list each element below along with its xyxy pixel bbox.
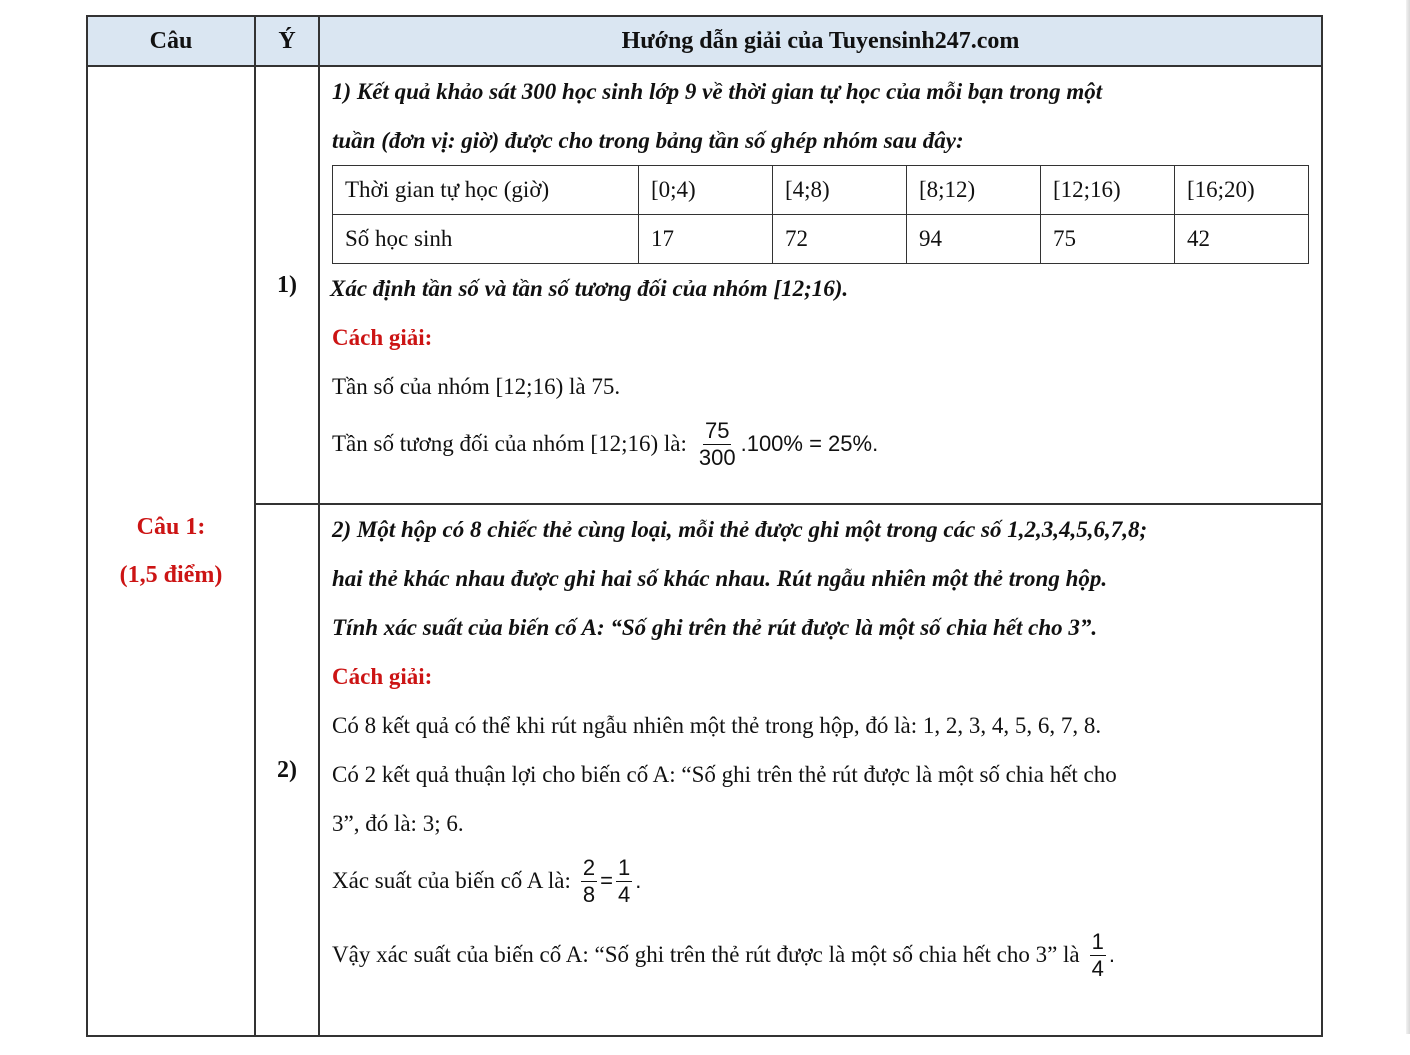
part2-solution-label: Cách giải: [332, 664, 433, 689]
fraction-2-8 [581, 855, 597, 908]
part1-answer2 [332, 411, 1309, 477]
part1-answer2-prefix: Tần số tương đối của nhóm [12;16) là: [332, 431, 687, 456]
group-cell: [4;8) [773, 166, 907, 215]
fraction-numerator: 2 [582, 854, 596, 880]
part2-conclusion [332, 918, 1309, 992]
part1-answer2-suffix: .100% = 25%. [740, 431, 879, 456]
fraction-75-300 [697, 418, 738, 471]
part2-question-line1: 2) Một hộp có 8 chiếc thẻ cùng loại, mỗi thẻ được ghi một trong các số 1,2,3,4,5,6,7,8; [332, 517, 1148, 542]
part2-line1: Có 8 kết quả có thể khi rút ngẫu nhiên một thẻ trong hộp, đó là: 1, 2, 3, 4, 5, 6, 7, 8. [332, 713, 1102, 738]
group-cell: [16;20) [1175, 166, 1309, 215]
count-cell: 75 [1041, 215, 1175, 264]
fraction-1-4-conclusion [1090, 929, 1106, 982]
question-number-cell [87, 66, 255, 1036]
answer-sheet [86, 15, 1323, 1055]
part1-task: Xác định tần số và tần số tương đối của nhóm [12;16). [330, 276, 849, 301]
frequency-row-label: Thời gian tự học (giờ) [333, 166, 639, 215]
count-cell: 42 [1175, 215, 1309, 264]
part2-label: 2) [255, 504, 319, 1036]
period: . [1108, 942, 1115, 967]
fraction-denominator: 4 [1091, 955, 1104, 981]
frequency-table-count-row [333, 215, 1309, 264]
count-cell: 17 [639, 215, 773, 264]
part2-question-line3: Tính xác suất của biến cố A: “Số ghi trên thẻ rút được là một số chia hết cho 3”. [332, 615, 1098, 640]
part1-question-line1: 1) Kết quả khảo sát 300 học sinh lớp 9 về thời gian tự học của mỗi bạn trong một [332, 79, 1103, 104]
frequency-row-label: Số học sinh [333, 215, 639, 264]
equals-sign: = [600, 868, 613, 893]
part1-question-line2: tuần (đơn vị: giờ) được cho trong bảng tần số ghép nhóm sau đây: [332, 128, 964, 153]
group-cell: [8;12) [907, 166, 1041, 215]
question-points: (1,5 điểm) [119, 562, 223, 588]
fraction-1-4 [616, 855, 632, 908]
header-y: Ý [255, 16, 319, 66]
fraction-numerator: 1 [1091, 928, 1104, 954]
part2-row [87, 504, 1322, 1036]
part1-content [319, 66, 1322, 504]
part2-conclusion-prefix: Vậy xác suất của biến cố A: “Số ghi trên thẻ rút được là một số chia hết cho 3” là [332, 942, 1080, 967]
part2-question-line2: hai thẻ khác nhau được ghi hai số khác nhau. Rút ngẫu nhiên một thẻ trong hộp. [332, 566, 1108, 591]
part1-label: 1) [255, 66, 319, 504]
fraction-numerator: 75 [704, 417, 730, 443]
count-cell: 72 [773, 215, 907, 264]
part2-line2: Có 2 kết quả thuận lợi cho biến cố A: “Số ghi trên thẻ rút được là một số chia hết cho [332, 762, 1117, 787]
fraction-denominator: 4 [617, 881, 631, 907]
frequency-table [332, 165, 1309, 264]
part1-row [87, 66, 1322, 504]
header-guide: Hướng dẫn giải của Tuyensinh247.com [319, 16, 1322, 66]
part2-content [319, 504, 1322, 1036]
frequency-table-header-row [333, 166, 1309, 215]
fraction-denominator: 8 [582, 881, 596, 907]
part2-prob-prefix: Xác suất của biến cố A là: [332, 868, 571, 893]
group-cell: [12;16) [1041, 166, 1175, 215]
count-cell: 94 [907, 215, 1041, 264]
part1-answer1: Tần số của nhóm [12;16) là 75. [332, 374, 621, 399]
part2-probability [332, 848, 1309, 914]
question-label: Câu 1: [136, 514, 206, 540]
part1-solution-label: Cách giải: [332, 325, 433, 350]
period: . [635, 868, 642, 893]
solution-table [86, 15, 1323, 1037]
fraction-denominator: 300 [698, 444, 736, 470]
group-cell: [0;4) [639, 166, 773, 215]
page-edge [1406, 0, 1410, 1034]
fraction-numerator: 1 [617, 854, 631, 880]
part2-line3: 3”, đó là: 3; 6. [332, 811, 464, 836]
header-cau: Câu [87, 16, 255, 66]
header-row [87, 16, 1322, 66]
